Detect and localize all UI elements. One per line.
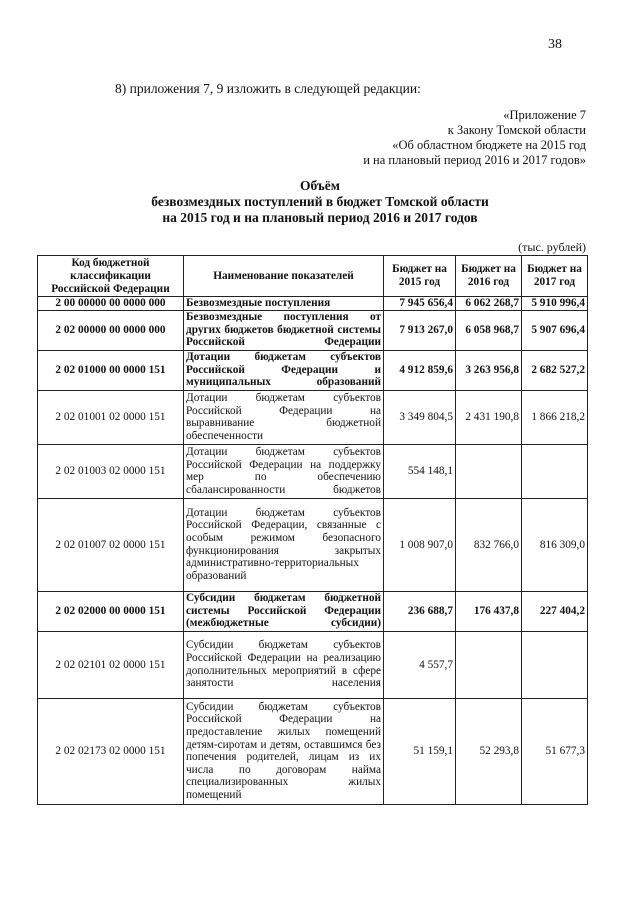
header-name: Наименование показателей — [184, 256, 384, 297]
header-2016: Бюджет на 2016 год — [456, 256, 522, 297]
header-code: Код бюджетной классификации Российской Федерации — [38, 256, 184, 297]
row-name: Дотации бюджетам субъектов Российской Федерации, связанные с особым режимом безопасного функционирования закрытых административно-территориальных образований — [184, 498, 384, 591]
header-2015: Бюджет на 2015 год — [384, 256, 456, 297]
document-title — [70, 178, 570, 226]
table-header-row — [38, 256, 588, 297]
row-2016: 176 437,8 — [456, 591, 522, 631]
row-2015: 4 912 859,6 — [384, 350, 456, 390]
intro-text: 8) приложения 7, 9 изложить в следующей редакции: — [115, 81, 421, 96]
row-name: Безвозмездные поступления — [184, 297, 384, 311]
row-code: 2 02 02000 00 0000 151 — [38, 591, 184, 631]
row-name: Субсидии бюджетам субъектов Российской Федерации на реализацию дополнительных мероприятий в сфере занятости населения — [184, 631, 384, 698]
appendix-line-2: к Закону Томской области — [447, 123, 586, 137]
row-2017 — [522, 631, 588, 698]
row-2016: 6 058 968,7 — [456, 310, 522, 350]
row-2016: 832 766,0 — [456, 498, 522, 591]
table-row — [38, 698, 588, 804]
table-row — [38, 390, 588, 444]
row-code: 2 02 01003 02 0000 151 — [38, 444, 184, 498]
row-2016: 3 263 956,8 — [456, 350, 522, 390]
appendix-header — [363, 108, 586, 168]
table-row — [38, 498, 588, 591]
row-2015: 51 159,1 — [384, 698, 456, 804]
appendix-line-1: «Приложение 7 — [503, 108, 586, 122]
row-2016: 52 293,8 — [456, 698, 522, 804]
row-2016: 2 431 190,8 — [456, 390, 522, 444]
row-2017: 2 682 527,2 — [522, 350, 588, 390]
row-2015: 554 148,1 — [384, 444, 456, 498]
budget-table — [37, 255, 588, 805]
units-label: (тыс. рублей) — [518, 240, 586, 254]
row-name: Дотации бюджетам субъектов Российской Федерации на поддержку мер по обеспечению сбалансированности бюджетов — [184, 444, 384, 498]
row-2015: 3 349 804,5 — [384, 390, 456, 444]
table-row — [38, 350, 588, 390]
row-2015: 7 913 267,0 — [384, 310, 456, 350]
row-code: 2 00 00000 00 0000 000 — [38, 297, 184, 311]
row-2016 — [456, 444, 522, 498]
row-2017: 227 404,2 — [522, 591, 588, 631]
row-2015: 1 008 907,0 — [384, 498, 456, 591]
row-2017: 1 866 218,2 — [522, 390, 588, 444]
table-row — [38, 444, 588, 498]
table-row — [38, 631, 588, 698]
row-name: Безвозмездные поступления от других бюджетов бюджетной системы Российской Федерации — [184, 310, 384, 350]
appendix-line-3: «Об областном бюджете на 2015 год — [392, 138, 586, 152]
row-code: 2 02 00000 00 0000 000 — [38, 310, 184, 350]
row-2016: 6 062 268,7 — [456, 297, 522, 311]
row-code: 2 02 01001 02 0000 151 — [38, 390, 184, 444]
title-line-2: безвозмездных поступлений в бюджет Томской области — [151, 194, 489, 209]
row-2017: 816 309,0 — [522, 498, 588, 591]
row-code: 2 02 01000 00 0000 151 — [38, 350, 184, 390]
appendix-line-4: и на плановый период 2016 и 2017 годов» — [363, 153, 586, 167]
header-2017: Бюджет на 2017 год — [522, 256, 588, 297]
row-2017: 51 677,3 — [522, 698, 588, 804]
row-name: Дотации бюджетам субъектов Российской Федерации на выравнивание бюджетной обеспеченности — [184, 390, 384, 444]
row-2017 — [522, 444, 588, 498]
title-line-3: на 2015 год и на плановый период 2016 и 2017 годов — [162, 210, 478, 225]
title-line-1: Объём — [300, 178, 340, 193]
row-2017: 5 907 696,4 — [522, 310, 588, 350]
row-2015: 236 688,7 — [384, 591, 456, 631]
row-2017: 5 910 996,4 — [522, 297, 588, 311]
row-2015: 4 557,7 — [384, 631, 456, 698]
table-row — [38, 310, 588, 350]
row-code: 2 02 02173 02 0000 151 — [38, 698, 184, 804]
table-row — [38, 297, 588, 311]
row-code: 2 02 02101 02 0000 151 — [38, 631, 184, 698]
row-2016 — [456, 631, 522, 698]
page-number: 38 — [548, 37, 562, 52]
row-2015: 7 945 656,4 — [384, 297, 456, 311]
row-name: Субсидии бюджетам субъектов Российской Федерации на предоставление жилых помещений детям-сиротам и детям, оставшимся без попечения родителей, лицам из их числа по договорам найма специализированных жилых помещений — [184, 698, 384, 804]
row-code: 2 02 01007 02 0000 151 — [38, 498, 184, 591]
row-name: Субсидии бюджетам бюджетной системы Российской Федерации (межбюджетные субсидии) — [184, 591, 384, 631]
table-row — [38, 591, 588, 631]
row-name: Дотации бюджетам субъектов Российской Федерации и муниципальных образований — [184, 350, 384, 390]
